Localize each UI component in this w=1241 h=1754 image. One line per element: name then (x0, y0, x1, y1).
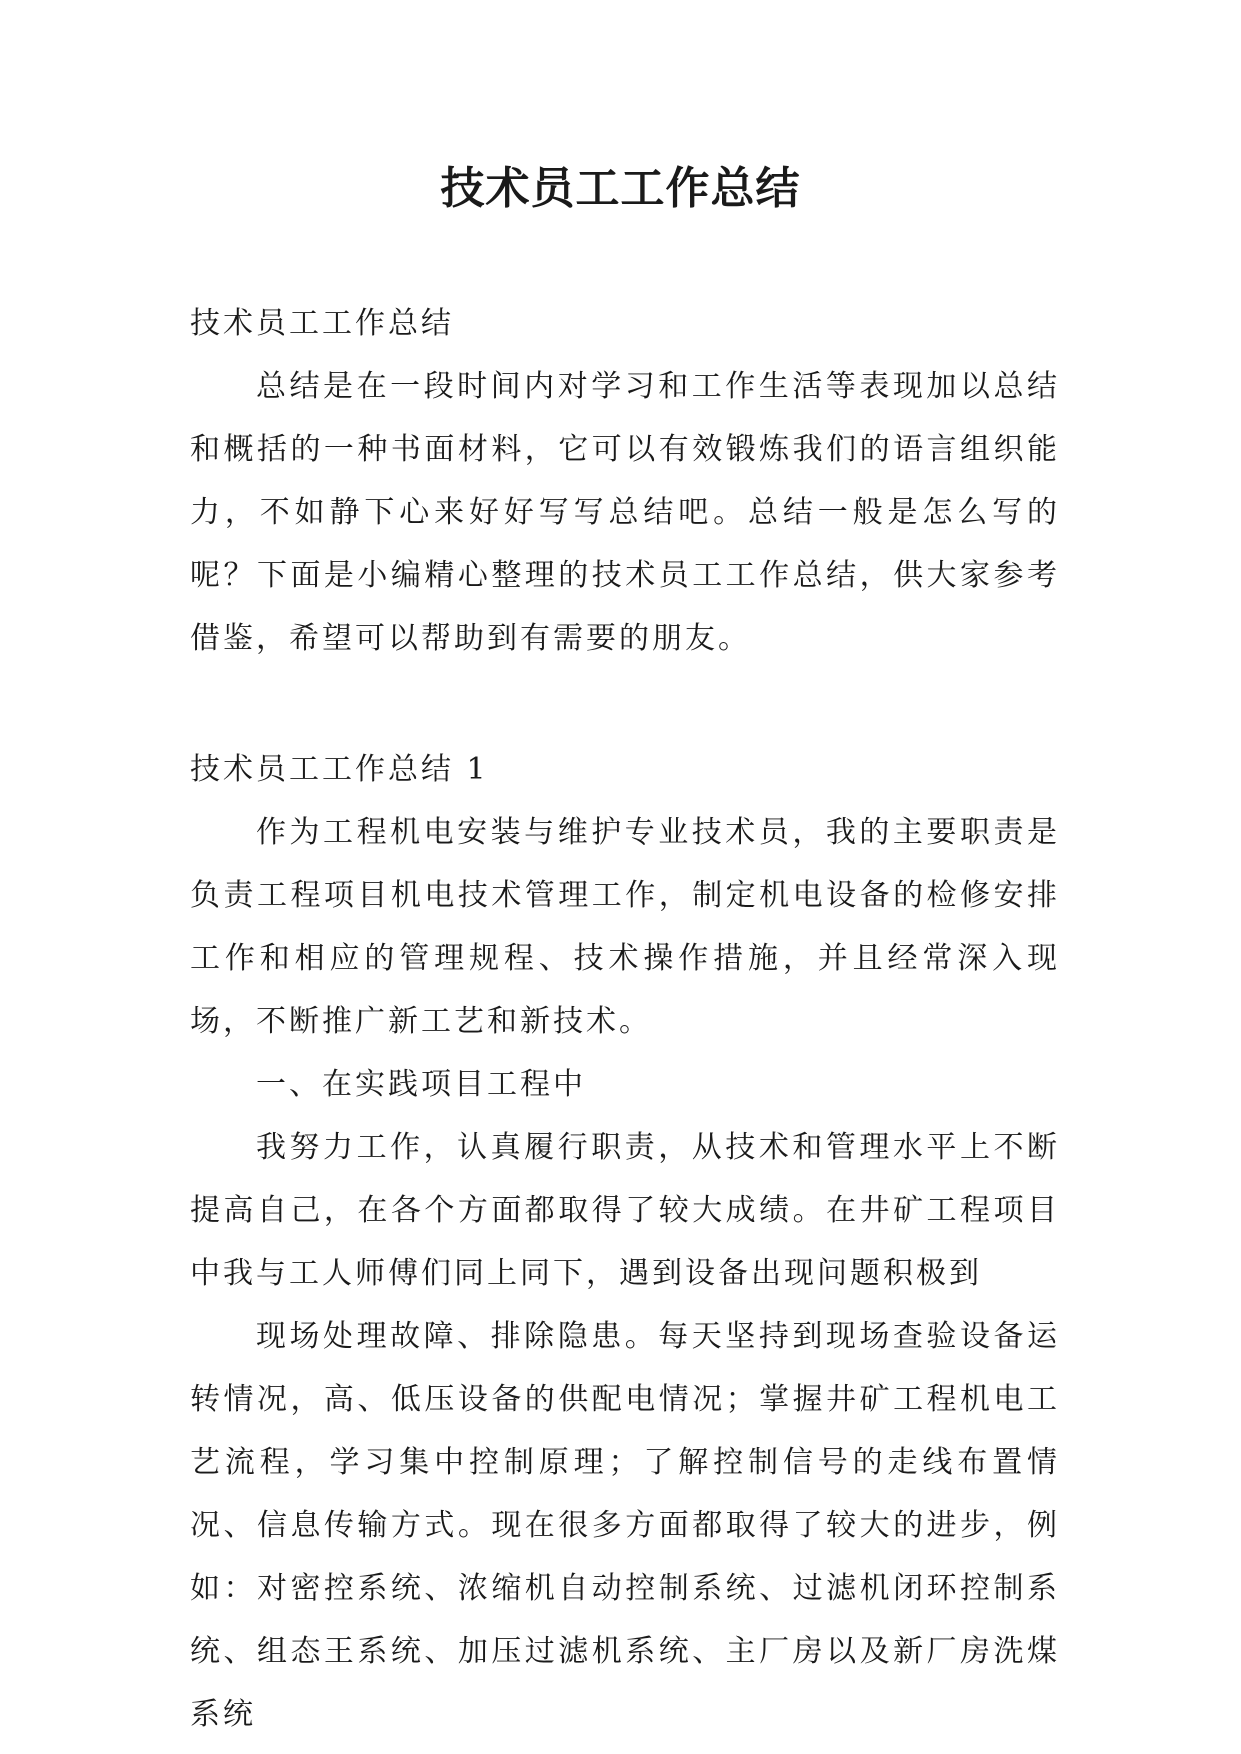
section1-paragraph-duties: 作为工程机电安装与维护专业技术员，我的主要职责是负责工程项目机电技术管理工作，制定机电设备的检修安排工作和相应的管理规程、技术操作措施，并且经常深入现场，不断推广新工艺和新技术。 (190, 815, 1060, 1039)
section-spacer (190, 670, 1060, 738)
intro-heading: 技术员工工作总结 (190, 306, 454, 341)
document-title: 技术员工工作总结 (440, 163, 801, 214)
intro-paragraph: 总结是在一段时间内对学习和工作生活等表现加以总结和概括的一种书面材料，它可以有效锻炼我们的语言组织能力，不如静下心来好好写写总结吧。总结一般是怎么写的呢？下面是小编精心整理的技术员工工作总结，供大家参考借鉴，希望可以帮助到有需要的朋友。 (190, 369, 1060, 656)
section1-paragraph-onsite: 现场处理故障、排除隐患。每天坚持到现场查验设备运转情况，高、低压设备的供配电情况；掌握井矿工程机电工艺流程，学习集中控制原理；了解控制信号的走线布置情况、信息传输方式。现在很多方面都取得了较大的进步，例如：对密控系统、浓缩机自动控制系统、过滤机闭环控制系统、组态王系统、加压过滤机系统、主厂房以及新厂房洗煤系统 (190, 1319, 1060, 1732)
section1-paragraph-effort: 我努力工作，认真履行职责，从技术和管理水平上不断提高自己，在各个方面都取得了较大成绩。在井矿工程项目中我与工人师傅们同上同下，遇到设备出现问题积极到 (190, 1130, 1060, 1291)
section1-subheading-practice: 一、在实践项目工程中 (256, 1067, 586, 1102)
section1-heading: 技术员工工作总结 1 (190, 752, 489, 787)
document-body (190, 292, 1060, 1746)
